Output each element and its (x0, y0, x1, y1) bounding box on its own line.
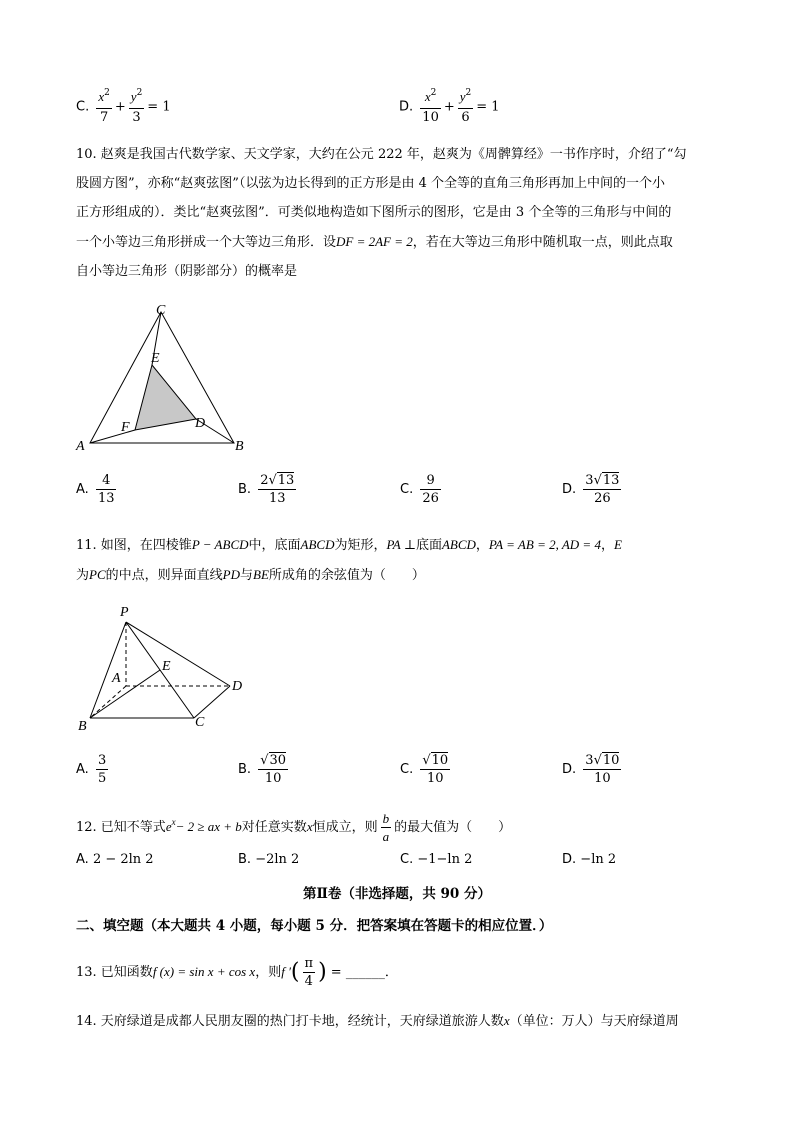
edge-pb (90, 622, 126, 718)
label-e: E (162, 659, 171, 674)
edge-pd (126, 622, 230, 686)
q10-figure (70, 300, 260, 455)
q10-text (76, 140, 726, 286)
label-a: A (76, 439, 85, 454)
y2-over-6: $\frac{y^2}{6}$ (459, 88, 472, 125)
q10-line1: 10. 赵爽是我国古代数学家、天文学家，大约在公元 222 年，赵爽为《周髀算经》一书作序时，介绍了“勾 (76, 147, 687, 162)
q11-figure (70, 600, 250, 735)
y2-over-3: $\frac{y^2}{3}$ (130, 88, 143, 125)
edge-cd (194, 686, 230, 718)
q10-option-b: B. $\frac{2√13}{13}$ (238, 473, 295, 506)
q10-line3: 正方形组成的）．类比“赵爽弦图”．可类似地构造如下图所示的图形，它是由 3 个全等的三角形与中间的 (76, 205, 672, 220)
q12-text: 12. 已知不等式$e^x- 2$ ≥ ax + b对任意实数x恒成立，则 $\frac{b}{a}$ 的最大值为（ ） (76, 811, 512, 844)
label-e: E (151, 351, 160, 366)
label-a: A (112, 671, 121, 686)
q9-option-c: C. $\frac{x^2}{7}$ + $\frac{y^2}{3}$ = 1 (76, 88, 171, 125)
q9-option-c-letter: C. (76, 99, 90, 115)
q13-answer-blank: ______ (345, 965, 385, 980)
q13-text: 13. 已知函数f (x) = sin x + cos x，则f ′( $\frac{\pi}{4}$ ) = ______． (76, 956, 398, 989)
q10-option-d: D. $\frac{3√13}{26}$ (562, 473, 620, 506)
q9-option-d: D. $\frac{x^2}{10}$ + $\frac{y^2}{6}$ = 1 (399, 88, 500, 125)
q9-option-d-letter: D. (399, 99, 414, 115)
small-equilateral-triangle (135, 365, 196, 430)
label-c: C (156, 303, 166, 318)
label-d: D (195, 416, 206, 431)
q10-option-c: C. $\frac{9}{26}$ (400, 473, 439, 506)
label-b: B (78, 719, 87, 734)
q11-option-b: B. $\frac{√30}{10}$ (238, 753, 287, 786)
q11-line1: 11. 如图，在四棱锥P − ABCD中，底面ABCD为矩形，PA ⊥底面ABCD，PA = AB = 2, AD = 4，E (76, 537, 622, 553)
q10-line4: 一个小等边三角形拼成一个大等边三角形．设DF = 2AF = 2，若在大等边三角形中随机取一点，则此点取 (76, 234, 673, 250)
q12-option-c: C. −1−ln 2 (400, 852, 473, 867)
q10-line2: 股圆方图”，亦称“赵爽弦图”（以弦为边长得到的正方形是由 4 个全等的直角三角形再加上中间的一个小 (76, 176, 665, 191)
q14-text: 14. 天府绿道是成都人民朋友圈的热门打卡地，经统计，天府绿道旅游人数x（单位：万人）与天府绿道周 (76, 1013, 679, 1029)
q10-line5: 自小等边三角形（阴影部分）的概率是 (76, 264, 298, 279)
q12-option-a: A. 2 − 2ln 2 (76, 852, 154, 867)
q11-option-a: A. $\frac{3}{5}$ (76, 753, 107, 786)
q10-option-a: A. $\frac{4}{13}$ (76, 473, 115, 506)
label-c: C (195, 715, 205, 730)
x2-over-7: $\frac{x^2}{7}$ (98, 88, 110, 125)
q12-option-b: B. −2ln 2 (238, 852, 300, 867)
x2-over-10: $\frac{x^2}{10}$ (422, 88, 439, 125)
label-b: B (235, 439, 244, 454)
section2-title: 第Ⅱ卷（非选择题，共 90 分） (302, 886, 492, 902)
part2-title: 二、填空题（本大题共 4 小题，每小题 5 分．把答案填在答题卡的相应位置．） (76, 918, 553, 934)
q12-option-d: D. −ln 2 (562, 852, 617, 867)
q11-option-d: D. $\frac{3√10}{10}$ (562, 753, 620, 786)
label-f: F (121, 420, 130, 435)
label-p: P (120, 605, 129, 620)
edge-ab (90, 686, 126, 718)
q11-line2: 为PC的中点，则异面直线PD与BE所成角的余弦值为（ ） (76, 567, 425, 583)
q11-option-c: C. $\frac{√10}{10}$ (400, 753, 449, 786)
edge-be (90, 670, 160, 718)
edge-pc (126, 622, 194, 718)
label-d: D (232, 679, 243, 694)
q11-text (76, 530, 736, 590)
